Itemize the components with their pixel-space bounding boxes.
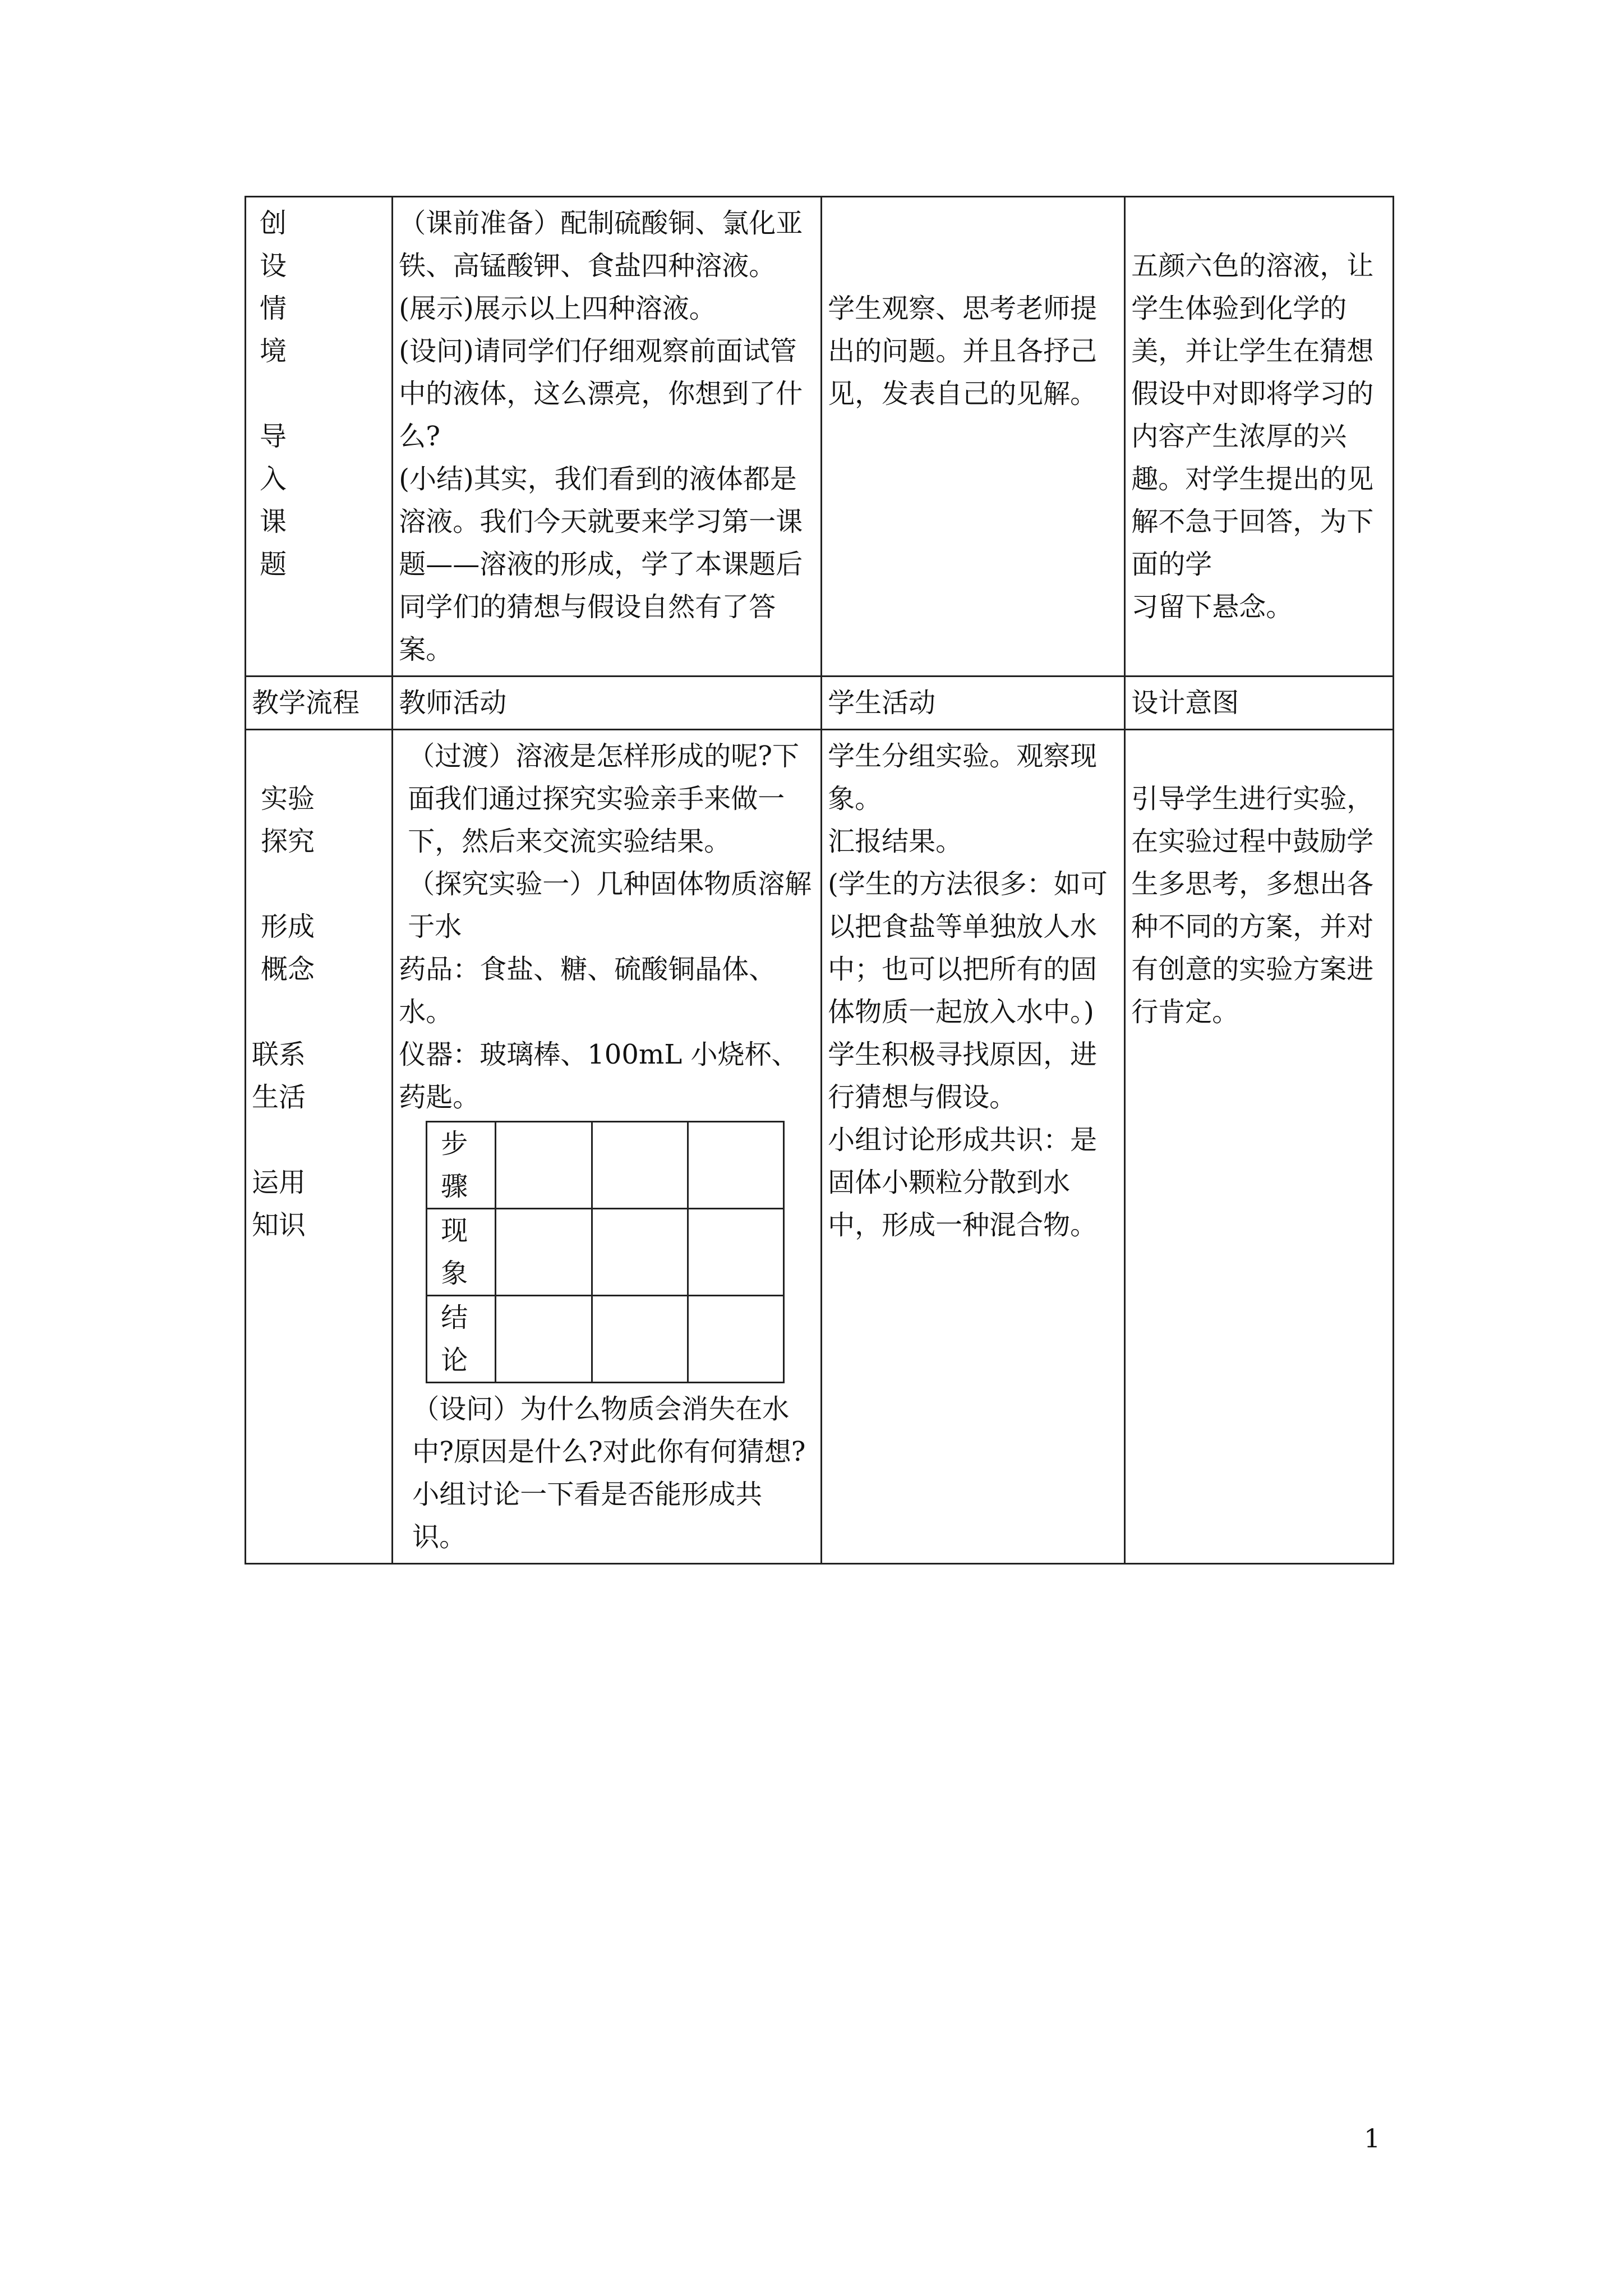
flow-label-create-scene: 创 设 情 境 xyxy=(260,208,287,367)
teacher-text: (小结)其实，我们看到的液体都是溶液。我们今天就要来学习第一课题——溶液的形成，学了本课题后同学们的猜想与假设自然有了答案。 xyxy=(399,463,803,665)
row-label-phenomenon: 现 象 xyxy=(427,1209,496,1296)
student-activity-cell xyxy=(822,730,1125,1564)
student-text: 汇报结果。 xyxy=(828,826,963,857)
teacher-text: （设问）为什么物质会消失在水中?原因是什么?对此你有何猜想?小组讨论一下看是否能形成共识。 xyxy=(412,1393,806,1553)
table-row xyxy=(427,1122,784,1209)
student-text: (学生的方法很多：如可以把食盐等单独放人水中；也可以把所有的固体物质一起放入水中。) xyxy=(828,868,1108,1028)
teacher-text: （过渡）溶液是怎样形成的呢?下面我们通过探究实验亲手来做一下，然后来交流实验结果。 xyxy=(408,740,799,857)
teacher-text: （探究实验一）几种固体物质溶解于水 xyxy=(408,868,812,942)
header-flow: 教学流程 xyxy=(246,677,393,730)
row-label-steps: 步 骤 xyxy=(427,1122,496,1209)
page-number: 1 xyxy=(1364,2123,1381,2154)
table-cell xyxy=(688,1296,783,1383)
student-text: 学生分组实验。观察现象。 xyxy=(828,740,1098,815)
table-cell xyxy=(688,1122,783,1209)
teacher-text: (展示)展示以上四种溶液。 xyxy=(399,293,716,324)
header-teacher: 教师活动 xyxy=(393,677,822,730)
lesson-plan-table xyxy=(245,196,1394,1565)
table-row xyxy=(246,730,1394,1564)
design-intent-cell xyxy=(1125,730,1394,1564)
student-text: 小组讨论形成共识：是固体小颗粒分散到水中，形成一种混合物。 xyxy=(828,1124,1098,1241)
flow-cell xyxy=(246,730,393,1564)
table-cell xyxy=(688,1209,783,1296)
experiment-record-table xyxy=(426,1121,785,1383)
row-label-conclusion: 结 论 xyxy=(427,1296,496,1383)
table-cell xyxy=(496,1122,592,1209)
table-cell xyxy=(592,1296,688,1383)
flow-label-life: 联系 生活 xyxy=(252,1039,306,1113)
header-design: 设计意图 xyxy=(1125,677,1394,730)
header-student: 学生活动 xyxy=(822,677,1125,730)
table-cell xyxy=(592,1209,688,1296)
flow-cell xyxy=(246,197,393,677)
teacher-text: 药品：食盐、糖、硫酸铜晶体、水。 xyxy=(399,954,776,1028)
flow-label-experiment: 实验 探究 xyxy=(261,783,315,857)
table-cell xyxy=(592,1122,688,1209)
design-text: 引导学生进行实验，在实验过程中鼓励学生多思考，多想出各种不同的方案，并对有创意的实验方案进行肯定。 xyxy=(1131,783,1374,1028)
student-activity-cell xyxy=(822,197,1125,677)
teacher-text: 仪器：玻璃棒、100mL 小烧杯、药匙。 xyxy=(399,1039,799,1113)
teacher-text: (设问)请同学们仔细观察前面试管中的液体，这么漂亮，你想到了什么? xyxy=(399,335,803,452)
flow-label-concept: 形成 概念 xyxy=(261,911,315,985)
table-header-row xyxy=(246,677,1394,730)
table-row xyxy=(427,1296,784,1383)
table-row xyxy=(427,1209,784,1296)
table-cell xyxy=(496,1296,592,1383)
student-text: 学生观察、思考老师提出的问题。并且各抒己见，发表自己的见解。 xyxy=(828,293,1098,409)
flow-label-apply: 运用 知识 xyxy=(252,1167,306,1241)
teacher-activity-cell xyxy=(393,730,822,1564)
student-text: 学生积极寻找原因，进行猜想与假设。 xyxy=(828,1039,1098,1113)
flow-label-intro-topic: 导 入 课 题 xyxy=(260,421,287,580)
table-row xyxy=(246,197,1394,677)
teacher-text: （课前准备）配制硫酸铜、氯化亚铁、高锰酸钾、食盐四种溶液。 xyxy=(399,208,803,282)
design-text: 五颜六色的溶液，让学生体验到化学的美，并让学生在猜想假设中对即将学习的内容产生浓厚的兴趣。对学生提出的见解不急于回答，为下面的学 习留下悬念。 xyxy=(1131,250,1374,623)
teacher-activity-cell xyxy=(393,197,822,677)
design-intent-cell xyxy=(1125,197,1394,677)
table-cell xyxy=(496,1209,592,1296)
